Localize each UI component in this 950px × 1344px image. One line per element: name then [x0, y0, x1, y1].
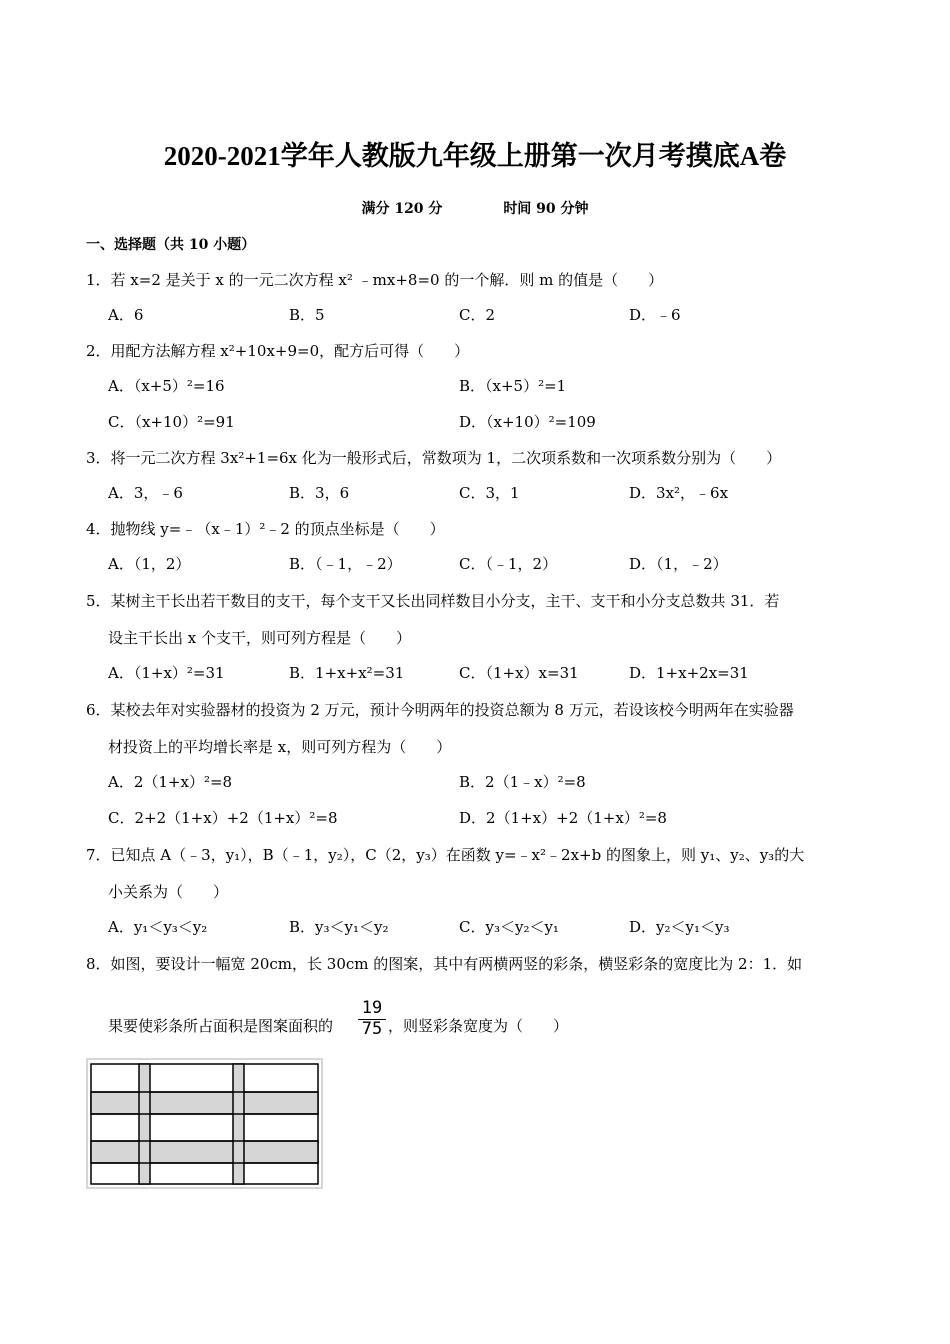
- q6-option-b[interactable]: B．2（1﹣x）²=8: [459, 773, 586, 791]
- horizontal-stripe-1: [91, 1092, 318, 1114]
- q1-option-c[interactable]: C．2: [459, 306, 496, 324]
- q3-stem: 3．将一元二次方程 3x²+1=6x 化为一般形式后，常数项为 1，二次项系数和一次项系数分别为（ ）: [86, 449, 782, 467]
- q1-option-b[interactable]: B．5: [289, 306, 325, 324]
- q3-option-b[interactable]: B．3，6: [289, 484, 350, 502]
- vertical-stripe-2: [233, 1064, 244, 1184]
- q1-option-d[interactable]: D．﹣6: [629, 306, 681, 324]
- q6-option-d[interactable]: D．2（1+x）+2（1+x）²=8: [459, 809, 667, 827]
- q7-stem-line2: 小关系为（ ）: [108, 883, 229, 901]
- q5-option-d[interactable]: D．1+x+2x=31: [629, 664, 749, 682]
- q4-stem: 4．抛物线 y=﹣（x﹣1）²﹣2 的顶点坐标是（ ）: [86, 520, 445, 538]
- q6-stem-line1: 6．某校去年对实验器材的投资为 2 万元，预计今明两年的投资总额为 8 万元，若设该校今明两年在实验器: [86, 701, 794, 719]
- q8-stem-line2-start: 果要使彩条所占面积是图案面积的: [108, 1017, 334, 1035]
- fraction-denominator: 75: [361, 1019, 383, 1039]
- q4-option-d[interactable]: D．（1，﹣2）: [629, 555, 728, 573]
- q6-stem-line2: 材投资上的平均增长率是 x，则可列方程为（ ）: [108, 738, 452, 756]
- vertical-stripe-1: [139, 1064, 150, 1184]
- q7-option-a[interactable]: A．y₁＜y₃＜y₂: [108, 918, 208, 936]
- q5-option-c[interactable]: C．（1+x）x=31: [459, 664, 579, 682]
- stripe-pattern-figure: [86, 1058, 324, 1190]
- q2-stem: 2．用配方法解方程 x²+10x+9=0，配方后可得（ ）: [86, 342, 470, 360]
- q7-option-d[interactable]: D．y₂＜y₁＜y₃: [629, 918, 730, 936]
- q5-stem-line2: 设主干长出 x 个支干，则可列方程是（ ）: [108, 629, 411, 647]
- page-title: 2020-2021学年人教版九年级上册第一次月考摸底A卷: [163, 141, 787, 171]
- q7-option-b[interactable]: B．y₃＜y₁＜y₂: [289, 918, 389, 936]
- q4-option-c[interactable]: C．（﹣1，2）: [459, 555, 558, 573]
- q5-option-a[interactable]: A．（1+x）²=31: [108, 664, 225, 682]
- fraction-numerator: 19: [358, 999, 386, 1020]
- horizontal-stripe-2: [91, 1141, 318, 1163]
- time-limit: 时间 90 分钟: [503, 201, 589, 217]
- q8-stem-line1: 8．如图，要设计一幅宽 20cm，长 30cm 的图案，其中有两横两竖的彩条，横竖彩条的宽度比为 2：1．如: [86, 955, 803, 973]
- exam-info: [0, 199, 950, 219]
- q5-stem-line1: 5．某树主干长出若干数目的支干，每个支干又长出同样数目小分支，主干、支干和小分支总数共 31．若: [86, 592, 780, 610]
- q1-option-a[interactable]: A．6: [108, 306, 144, 324]
- q6-option-c[interactable]: C．2+2（1+x）+2（1+x）²=8: [108, 809, 338, 827]
- q2-option-d[interactable]: D．（x+10）²=109: [459, 413, 596, 431]
- full-score: 满分 120 分: [361, 201, 443, 217]
- q7-option-c[interactable]: C．y₃＜y₂＜y₁: [459, 918, 559, 936]
- q2-option-c[interactable]: C．（x+10）²=91: [108, 413, 235, 431]
- q6-option-a[interactable]: A．2（1+x）²=8: [108, 773, 233, 791]
- q3-option-a[interactable]: A．3，﹣6: [108, 484, 183, 502]
- q3-option-d[interactable]: D．3x²，﹣6x: [629, 484, 729, 502]
- q4-option-a[interactable]: A．（1，2）: [108, 555, 191, 573]
- q2-option-a[interactable]: A．（x+5）²=16: [108, 377, 225, 395]
- q1-stem: 1．若 x=2 是关于 x 的一元二次方程 x² ﹣mx+8=0 的一个解．则 m 的值是（ ）: [86, 271, 664, 289]
- section-heading: 一、选择题（共 10 小题）: [86, 237, 256, 253]
- q2-option-b[interactable]: B．（x+5）²=1: [459, 377, 567, 395]
- q5-option-b[interactable]: B．1+x+x²=31: [289, 664, 405, 682]
- q8-stem-line2-end: ，则竖彩条宽度为（ ）: [388, 1017, 569, 1035]
- pattern-background: [91, 1064, 318, 1184]
- q4-option-b[interactable]: B．（﹣1，﹣2）: [289, 555, 402, 573]
- fraction-19-75: [358, 999, 386, 1039]
- q3-option-c[interactable]: C．3，1: [459, 484, 520, 502]
- q7-stem-line1: 7．已知点 A（﹣3，y₁），B（﹣1，y₂），C（2，y₃）在函数 y=﹣x²﹣2x+b 的图象上，则 y₁、y₂、y₃的大: [86, 846, 805, 864]
